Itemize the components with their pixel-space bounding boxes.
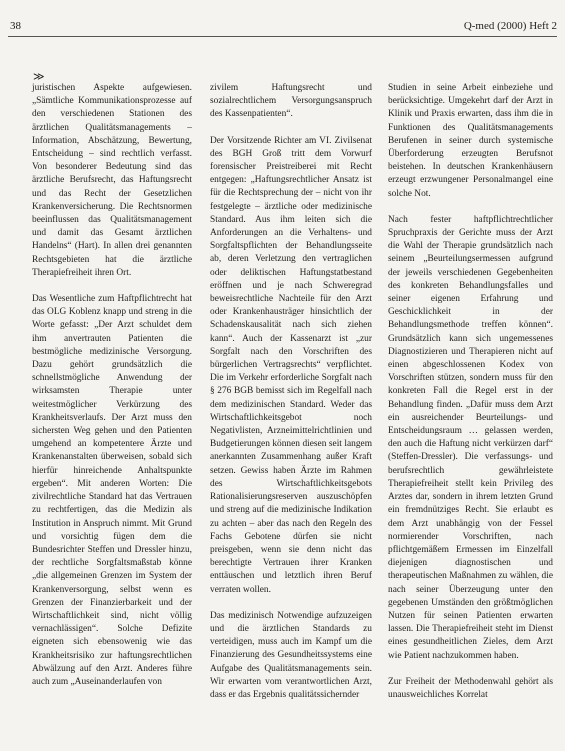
section-marker: ≫ — [33, 71, 45, 83]
column-2 — [210, 82, 372, 715]
page-number: 38 — [10, 20, 21, 32]
paragraph: zivilem Haftungsrecht und sozialrechtlichem Versorgungsanspruch des Kassenpatienten“. — [210, 83, 372, 120]
paragraph: Studien in seine Arbeit einbeziehe und berücksichtige. Umgekehrt darf der Arzt in Klinik und Praxis erwarten, dass ihm die in Funktionen des Qualitätsmanagements Berufenen in seiner durch systemische Überforderung erzeugten Berufsnot beistehen. In deutschen Krankenhäusern erzeugt erzwungener Personalmangel eine solche Not. — [388, 83, 553, 199]
paragraph: juristischen Aspekte aufgewiesen. „Sämtliche Kommunikationsprozesse auf den verschiedenen Stationen des ärztlichen Qualitätsmanagements – Information, Abschätzung, Bewertung, Entscheidung – sind rechtlich verfasst. Von besonderer Bedeutung sind das ärztliche Berufsrecht, das Haftungsrecht und das Recht der Gesetzlichen Krankenversicherung. Die Rechtsnormen beeinflussen das Qualitätsmanagement und damit das Gesamt ärztlichen Handelns“ (Hart). In allen drei genannten Rechtsgebieten hat die ärztliche Therapiefreiheit ihren Ort. — [32, 83, 192, 278]
journal-reference: Q-med (2000) Heft 2 — [463, 20, 557, 32]
paragraph: Nach fester haftpflichtrechtlicher Spruchpraxis der Gerichte muss der Arzt die Wahl der Therapie grundsätzlich nach seinem „Beurteilungsermessen aufgrund der jeweils verschiedenen Gegebenheiten des konkreten Behandlungsfalles und seiner eigenen Erfahrung und Geschicklichkeit in der Behandlungsmethode treffen können“. Grundsätzlich kann sich ungemessenes Diagnostizieren und Therapieren nicht auf einen abgeschlossenen Kodex von Vorschriften stützen, sondern muss für den konkreten Fall die Regel erst in der Behandlung finden. „Dafür muss dem Arzt ein ausreichender Beurteilungs- und Entscheidungsraum … gelassen werden, den auch die Haftung nicht verkürzen darf“ (Steffen-Dressler). Die verfassungs- und berufsrechtlich gewährleistete Therapiefreiheit stellt kein Privileg des Arztes dar, sondern in ihrem letzten Grund ein fremdnütziges Recht. Sie erlaubt es dem Arzt unabhängig von der Fessel normierender Vorschriften, nach pflichtgemäßem Ermessen im Einzelfall diejenigen diagnostischen und therapeutischen Maßnahmen zu wählen, die nach seiner Überzeugung unter den gegebenen Umständen den größtmöglichen Nutzen für seinen Patienten erwarten lassen. Die Therapiefreiheit steht im Dienst eines gesundheitlichen Zieles, dem Arzt wie Patient nachzukommen haben. — [388, 214, 553, 661]
paragraph: Der Vorsitzende Richter am VI. Zivilsenat des BGH Groß tritt dem Vorwurf forensischer Preistreiberei mit Recht entgegen: „Haftungsrechtlicher Ansatz ist für die Rechtsprechung der – nicht von ihr festgelegte – ärztliche oder medizinische Standard. Aus ihm leiten sich die Anforderungen an die Verhaltens- und Sorgfaltspflichten der Behandlungsseite ab, deren Verletzung den vertraglichen oder deliktischen Haftungstatbestand eröffnen und je nach Schweregrad beweisrechtliche Nachteile für den Arzt oder Krankenhausträger hinsichtlich der Schadenskausalität nach sich ziehen kann“. Auch der Kassenarzt ist „zur Sorgfalt nach den Vorschriften des bürgerlichen Vertragsrechts“ verpflichtet. Die im Verkehr erforderliche Sorgfalt nach § 276 BGB bemisst sich im Regelfall nach dem medizinischen Standard. Weder das Wirtschaftlichkeitsgebot noch Negativlisten, Arzneimittelrichtlinien und Budgetierungen können diesen seit langem anerkannten Zusammenhang außer Kraft setzen. Gewiss haben Ärzte im Rahmen des Wirtschaftlichkeitsgebots Rationalisierungsreserven auszuschöpfen und streng auf die medizinische Indikation zu achten – aber das nach den Regeln des Fachs Gebotene dürfen sie nicht preisgeben, wenn sie denn nicht das berechtigte Vertrauen ihrer Kranken enttäuschen und letztlich ihren Beruf verraten wollen. — [210, 135, 372, 595]
header-rule — [8, 36, 557, 37]
paragraph: Das medizinisch Notwendige aufzuzeigen und die ärztlichen Standards zu verteidigen, muss auch im Kampf um die Finanzierung des Gesundheitssystems eine Aufgabe des Qualitätsmanagements sein. Wir erwarten vom verantwortlichen Arzt, dass er das Ergebnis qualitätssichernder — [210, 610, 372, 700]
column-3 — [388, 82, 553, 715]
paragraph: Zur Freiheit der Methodenwahl gehört als unausweichliches Korrelat — [388, 676, 553, 700]
column-1 — [32, 82, 192, 702]
paragraph: Das Wesentliche zum Haftpflichtrecht hat das OLG Koblenz knapp und streng in die Worte gefasst: „Der Arzt schuldet dem ihm anvertrauten Patienten die bestmögliche medizinische Versorgung. Dazu gehört grundsätzlich die schnellstmögliche Anwendung der wirksamsten Therapie unter weitestmöglicher Verkürzung des Krankheitsverlaufs. Der Arzt muss den sichersten Weg gehen und den Patienten umgehend an kompetentere Ärzte und Krankenanstalten überweisen, sobald sich hierfür hinreichende Anhaltspunkte ergeben“. Mit anderen Worten: Die zivilrechtliche Standard hat das Vertrauen zu rechtfertigen, das die Medizin als Institution in Anspruch nimmt. Mit Grund und vorsichtig fügen dem die Bundesrichter Steffen und Dressler hinzu, der rechtliche Sorgfaltsmaßstab könne „die allgemeinen Grenzen im System der Krankenversorgung, selbst wenn es Grenzen der Finanzierbarkeit und der Wirtschaftlichkeit sind, nicht völlig vernachlässigen“. Solche Defizite eigneten sich ebensowenig wie das Krankheitsrisiko zur haftungsrechtlichen Abwälzung auf den Arzt. Anderes führe auch zum „Auseinanderlaufen von — [32, 294, 192, 687]
